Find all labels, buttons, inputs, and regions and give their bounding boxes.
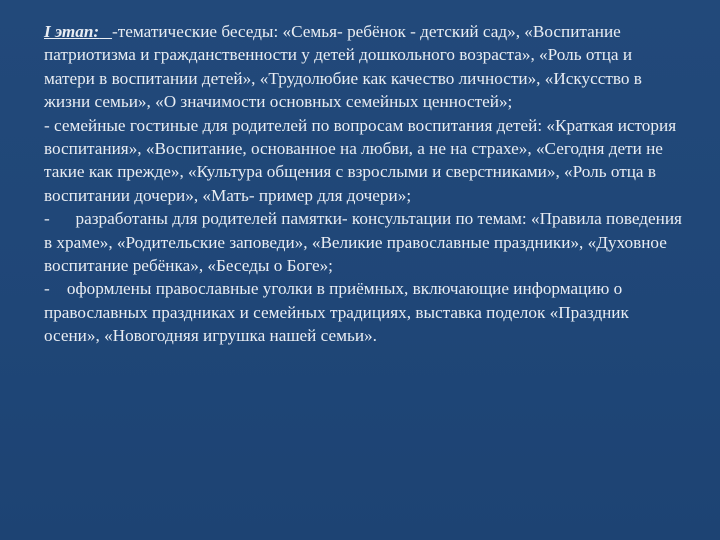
- thematic-talks-text: -тематические беседы: «Семья- ребёнок - детский сад», «Воспитание патриотизма и гражданственности у детей дошкольного возраста», «Роль отца и матери в воспитании детей», «Трудолюбие как качество личности», «Искусство в жизни семьи», «О значимости основных семейных ценностей»;: [44, 22, 642, 112]
- stage-label: I этап:: [44, 22, 100, 41]
- stage-gap: [99, 22, 112, 41]
- paragraph-memo-consultations: - разработаны для родителей памятки- консультации по темам: «Правила поведения в храме», «Родительские заповеди», «Великие православные праздники», «Духовное воспитание ребёнка», «Беседы о Боге»;: [44, 209, 687, 276]
- paragraph-orthodox-corners: - оформлены православные уголки в приёмных, включающие информацию о православных праздниках и семейных традициях, выставка поделок «Праздник осени», «Новогодняя игрушка нашей семьи».: [44, 279, 634, 346]
- paragraph-family-lounges: - семейные гостиные для родителей по вопросам воспитания детей: «Краткая история воспитания», «Воспитание, основанное на любви, а не на страхе», «Сегодня дети не такие как прежде», «Культура общения с взрослыми и сверстниками», «Роль отца в воспитании дочери», «Мать- пример для дочери»;: [44, 115, 677, 205]
- paragraph-thematic-talks: [44, 20, 684, 114]
- content-text-box: [44, 20, 687, 348]
